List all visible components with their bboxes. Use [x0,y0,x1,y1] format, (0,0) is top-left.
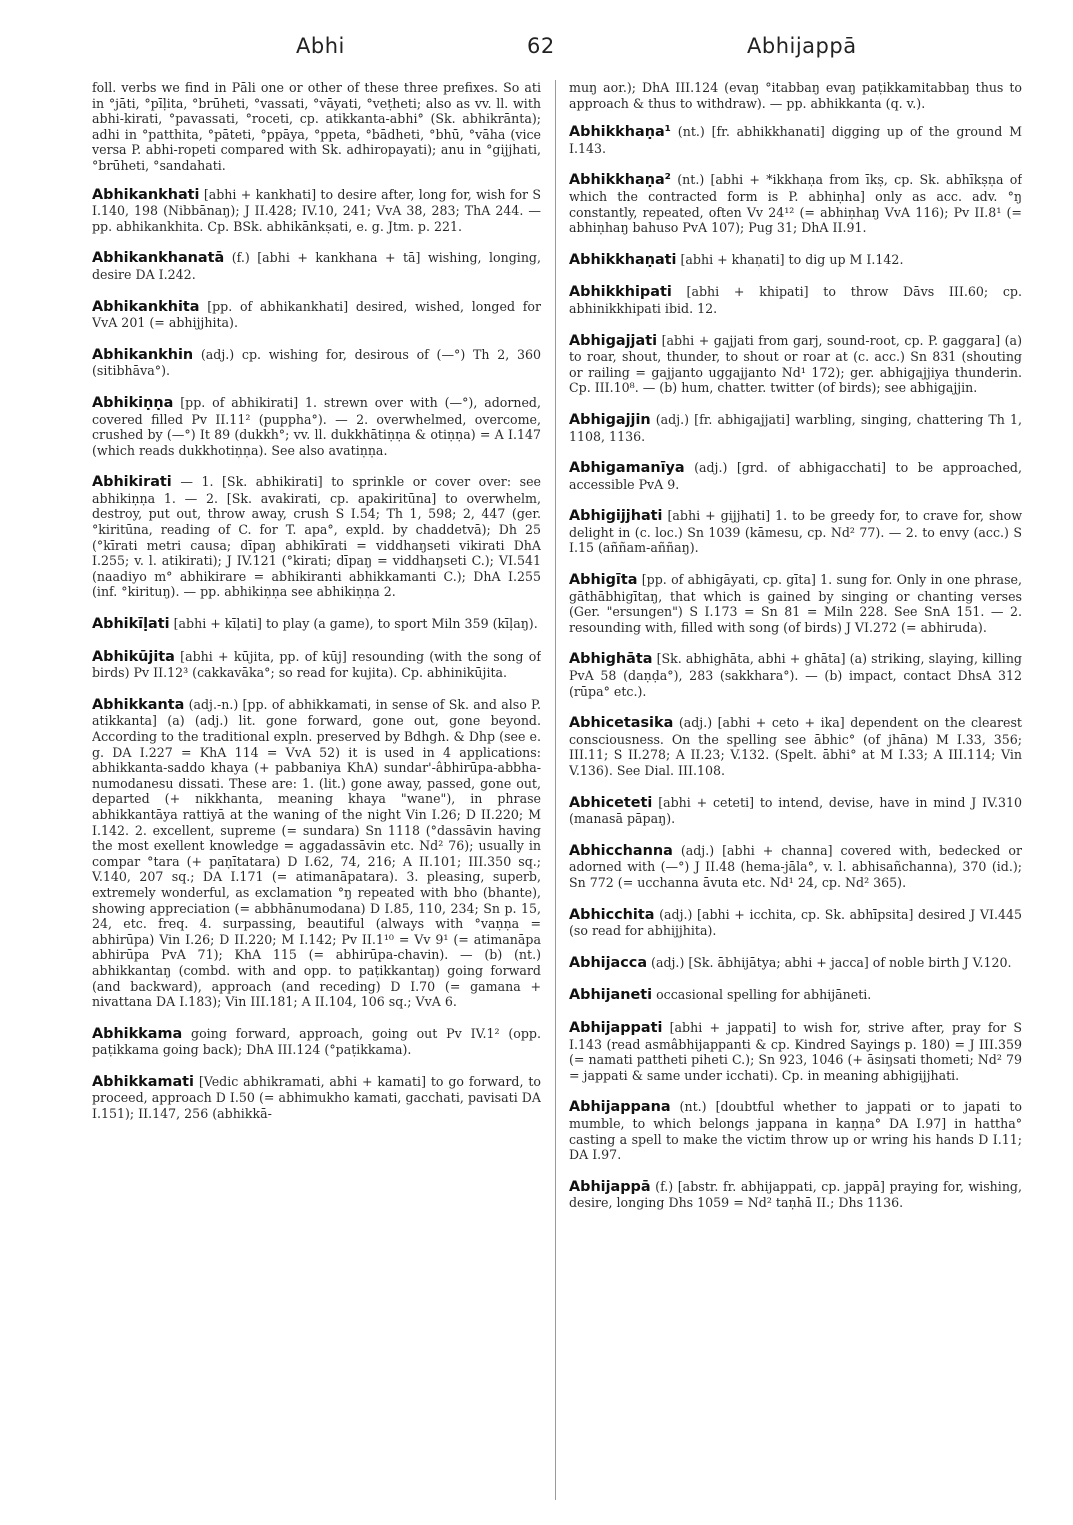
entry-definition: [abhi + khaṇati] to dig up M I.142. [680,251,904,267]
dictionary-entry [92,395,541,458]
dictionary-entry [92,299,541,331]
entry-headword: Abhijaneti [569,987,653,1004]
entry-definition: (adj.) cp. wishing for, desirous of (—°) Th 2, 360 (sitibhāva°). [92,346,541,379]
entry-definition: (adj.) [abhi + icchita, cp. Sk. abhīpsita] desired J VI.445 (so read for abhijjhita). [569,906,1022,939]
dictionary-entry [569,252,1022,269]
entry-definition: (f.) [abhi + kankhana + tā] wishing, longing, desire DA I.242. [92,250,541,282]
entry-headword: Abhikkhaṇa¹ [569,124,671,141]
dictionary-entry [569,412,1022,444]
dictionary-entry [569,508,1022,556]
dictionary-entry [569,172,1022,235]
entry-headword: Abhicetasika [569,715,674,732]
entry-definition: occasional spelling for abhijāneti. [656,987,872,1003]
entry-headword: Abhijappana [569,1099,671,1116]
continued-entry-text [569,80,1022,111]
dictionary-entry [92,1074,541,1122]
entry-definition: [abhi + khipati] to throw Dāvs III.60; cp. abhinikkhipati ibid. 12. [569,284,1022,316]
entry-definition: [pp. of abhikirati] 1. strewn over with (—°), adorned, covered filled Pv II.11² (puppha°). — 2. overwhelmed, overcome, crushed by (—°) It 89 (dukkh°; vv. ll. dukkhātiṇṇa & otiṇṇa) = A I.147 (which reads dukkhotiṇṇa). See also avatiṇṇa. [92,394,541,458]
entry-definition: [Vedic abhikramati, abhi + kamati] to go forward, to proceed, approach D I.50 (= abhimukho kamati, gacchati, pavisati DA I.151); II.147, 256 (abhikkā- [92,1073,541,1122]
entry-headword: Abhikankhanatā [92,250,225,267]
entry-definition: (adj.-n.) [pp. of abhikkamati, in sense of Sk. and also P. atikkanta] (a) (adj.) lit. gone forward, gone out, gone beyond. According to the traditional expln. preserved by Bdhgh. & Dhp (see e. g. DA I.227 = KhA 114 = VvA 52) it is used in 4 applications: abhikkanta-saddo khaya (+ pabbaniya KhA) sundar'-âbhirūpa-abbha-numodanesu dissati. These are: 1. (lit.) gone away, passed, gone out, departed (+ nikkhanta, meaning khaya "wane"), in phrase abhikkantāya rattiyā at the waning of the night Vin I.26; D II.220; M I.142. 2. excellent, supreme (= sundara) Sn 1118 (°dassāvin having the most exellent knowledge = aggadassāvin etc. Nd² 76); usually in compar °tara (+ paṇītatara) D I.62, 74, 216; A II.101; III.350 sq.; V.140, 207 sq.; DA I.171 (= atimanāpatara). 3. pleasing, superb, extremely wonderful, as exclamation °ŋ repeated with bho (bhante), showing appreciation (= abbhānumodana) D I.85, 110, 234; Sn p. 15, 24, etc. freq. 4. surpassing, beautiful (always with °vaṇṇa = abhirūpa) Vin I.26; D II.220; M I.142; Pv II.1¹⁰ = Vv 9¹ (= atimanāpa abhirūpa PvA 71); KhA 115 (= abhirūpa-chavin). — (b) (nt.) abhikkantaŋ (combd. with and opp. to paṭikkantaŋ) going forward (and backward), approach (and receding) D I.70 (= gamana + nivattana DA I.183); Vin III.181; A II.104, 106 sq.; VvA 6. [92,696,541,1010]
entry-definition: (adj.) [Sk. ābhijātya; abhi + jacca] of noble birth J V.120. [651,954,1012,970]
entry-definition: (adj.) [fr. abhigajjati] warbling, singing, chattering Th 1, 1108, 1136. [569,411,1022,444]
entry-definition: foll. verbs we find in Pāli one or other of these three prefixes. So ati in °jāti, °pīḷita, °brūheti, °vassati, °vāyati, °veṭheti; also as vv. ll. with abhi-kirati, °pavassati, °roceti, cp. atikkanta-abhi° (Sk. abhikrānta); adhi in °patthita, °pāteti, °ppāya, °ppeta, °bādheti, °bhū, °vāha (vice versa P. abhi-ropeti compared with Sk. adhiropayati); anu in °gijjhati, °brūheti, °sandahati. [92,80,541,173]
entry-definition: [abhi + kankhati] to desire after, long for, wish for S I.140, 198 (Nibbānaŋ); J II.428; IV.10, 241; VvA 38, 283; ThA 244. — pp. abhikankhita. Cp. BSk. abhikānkṣati, e. g. Jtm. p. 221. [92,186,541,234]
entry-headword: Abhikankhin [92,346,194,363]
dictionary-entry [569,987,1022,1004]
entry-headword: Abhikirati [92,474,172,491]
column-divider [555,80,556,1500]
page-header [0,30,1073,64]
dictionary-entry [569,1179,1022,1211]
dictionary-entry [569,333,1022,396]
entry-headword: Abhikkamati [92,1073,194,1090]
entry-headword: Abhikkhaṇati [569,251,677,268]
entry-headword: Abhikiṇṇa [92,394,174,411]
dictionary-entry [92,474,541,600]
entry-headword: Abhikkama [92,1025,183,1042]
dictionary-entry [92,616,541,633]
entry-definition: [abhi + gajjati from garj, sound-root, cp. P. gaggara] (a) to roar, shout, thunder, to shout or roar at (c. acc.) Sn 831 (shouting or railing = gajjanto uggajjanto Nd¹ 172); ger. abhigajjiya thunderin. Cp. III.10⁸. — (b) hum, chatter. twitter (of birds); see abhigajjin. [569,332,1022,396]
entry-definition: — 1. [Sk. abhikirati] to sprinkle or cover over: see abhikiṇṇa 1. — 2. [Sk. avakirati, cp. apakiritūna] to overwhelm, destroy, put out, throw away, crush S I.54; Th 1, 598; 2, 447 (ger. °kiritūna, reading of C. for T. apa°, expld. by chaddetvā); Dh 25 (°kīrati metri causa; dīpaŋ abhikīrati = viddhaŋseti vikirati DhA I.255; v. l. atikirati); J IV.121 (°kirati; dīpaŋ = viddhaŋseti C.); VI.541 (naadiyo m° abhikirare = abhikiranti abhikkamanti C.); DhA I.255 (inf. °kirituŋ). — pp. abhikiṇṇa see abhikiṇṇa 2. [92,474,541,600]
entry-headword: Abhikūjita [92,648,175,665]
entry-headword: Abhigīta [569,572,638,589]
right-column [569,80,1022,1510]
entry-definition: (nt.) [abhi + *ikkhaṇa from īkṣ, cp. Sk. abhīkṣṇa of which the contracted form is P. abhiṇha] only as acc. adv. °ŋ constantly, repeated, often Vv 24¹² (= abhiṇhaŋ VvA 116); Pv II.8¹ (= abhiṇhaŋ bahuso PvA 107); Pug 31; DhA II.91. [569,172,1022,236]
running-head-right: Abhijappā [747,34,857,58]
dictionary-entry [569,795,1022,827]
left-column [92,80,541,1510]
entry-definition: [pp. of abhigāyati, cp. gīta] 1. sung for. Only in one phrase, gāthābhigītaŋ, that which is gained by singing or chanting verses (Ger. "ersungen") S I.173 = Sn 81 = Miln 228. See SnA 151. — 2. resounding with, filled with song (of birds) J VI.272 (= abhiruda). [569,572,1022,635]
entry-headword: Abhikkhaṇa² [569,172,671,189]
running-head-left: Abhi [296,34,345,58]
entry-definition: (adj.) [abhi + channa] covered with, bedecked or adorned with (—°) J II.48 (hema-jāla°, v. l. abhisañchanna), 370 (id.); Sn 772 (= ucchanna āvuta etc. Nd¹ 24, cp. Nd² 365). [569,842,1022,890]
entry-headword: Abhijappati [569,1019,663,1036]
entry-headword: Abhiceteti [569,794,653,811]
dictionary-entry [569,284,1022,316]
dictionary-entry [92,347,541,379]
entry-definition: going forward, approach, going out Pv IV.1² (opp. paṭikkama going back); DhA III.124 (°paṭikkama). [92,1025,541,1058]
entry-headword: Abhigamanīya [569,460,685,477]
dictionary-entry [92,250,541,282]
dictionary-entry [569,651,1022,699]
entry-headword: Abhigijjhati [569,508,663,525]
entry-headword: Abhijappā [569,1178,651,1195]
entry-headword: Abhicchanna [569,842,673,859]
entry-definition: (nt.) [fr. abhikkhanati] digging up of the ground M I.143. [569,124,1022,156]
dictionary-entry [92,649,541,681]
entry-headword: Abhigajjin [569,411,651,428]
dictionary-entry [569,907,1022,939]
continued-entry-text [92,80,541,174]
entry-headword: Abhigajjati [569,332,658,349]
dictionary-entry [569,843,1022,891]
entry-definition: [pp. of abhikankhati] desired, wished, longed for VvA 201 (= abhijjhita). [92,298,541,331]
entry-definition: (adj.) [abhi + ceto + ika] dependent on the clearest consciousness. On the spelling see ābhic° (of jhāna) M I.33, 356; III.11; S II.278; A II.23; V.132. (Spelt. ābhi° at M I.33; A III.114; Vin V.136). See Dial. III.108. [569,715,1022,778]
entry-headword: Abhikankhita [92,298,200,315]
dictionary-entry [92,1026,541,1058]
entry-definition: [Sk. abhighāta, abhi + ghāta] (a) striking, slaying, killing PvA 58 (daṇḍa°), 283 (sakkhara°). — (b) impact, contact DhsA 312 (rūpa° etc.). [569,651,1022,699]
entry-definition: [abhi + ceteti] to intend, devise, have in mind J IV.310 (manasā pāpaŋ). [569,794,1022,827]
entry-definition: muŋ aor.); DhA III.124 (evaŋ °itabbaŋ evaŋ paṭikkamitabbaŋ thus to approach & thus to withdraw). — pp. abhikkanta (q. v.). [569,80,1022,111]
entry-headword: Abhikkhipati [569,284,672,301]
dictionary-entry [569,1020,1022,1083]
page-number: 62 [527,34,555,58]
entry-definition: (f.) [abstr. fr. abhijappati, cp. jappā] praying for, wishing, desire, longing Dhs 1059 = Nd² taṇhā II.; Dhs 1136. [569,1178,1022,1211]
entry-headword: Abhicchita [569,906,655,923]
dictionary-entry [569,572,1022,635]
entry-definition: [abhi + kīḷati] to play (a game), to sport Miln 359 (kīḷaŋ). [173,616,538,632]
dictionary-entry [92,187,541,235]
entry-headword: Abhikkanta [92,696,185,713]
entry-definition: (nt.) [doubtful whether to jappati or to japati to mumble, to which belongs jappana in kaṇṇa° DA I.97] in hattha° casting a spell to make the victim throw up or wring his hands D I.11; DA I.97. [569,1099,1022,1163]
entry-headword: Abhikankhati [92,186,200,203]
entry-headword: Abhikīḷati [92,616,170,633]
entry-definition: [abhi + jappati] to wish for, strive after, pray for S I.143 (read asmâbhijappanti & cp. Kindred Sayings p. 180) = J III.359 (= namati pattheti piheti C.); Sn 923, 1046 (+ āsiŋsati thometi; Nd² 79 = jappati & same under icchati). Cp. in meaning abhigijjhati. [569,1019,1022,1083]
entry-headword: Abhijacca [569,954,648,971]
dictionary-entry [569,1099,1022,1162]
dictionary-entry [569,955,1022,972]
entry-definition: (adj.) [grd. of abhigacchati] to be approached, accessible PvA 9. [569,460,1022,492]
entry-definition: [abhi + gijjhati] 1. to be greedy for, to crave for, show delight in (c. loc.) Sn 1039 (kāmesu, cp. Nd² 77). — 2. to envy (acc.) S I.15 (aññam-aññaŋ). [569,508,1022,556]
entry-definition: [abhi + kūjita, pp. of kūj] resounding (with the song of birds) Pv II.12³ (cakkavāka°; so read for kujita). Cp. abhinikūjita. [92,648,541,681]
entry-headword: Abhighāta [569,651,653,668]
dictionary-entry [569,715,1022,778]
dictionary-entry [92,697,541,1010]
dictionary-entry [569,460,1022,492]
dictionary-entry [569,124,1022,156]
